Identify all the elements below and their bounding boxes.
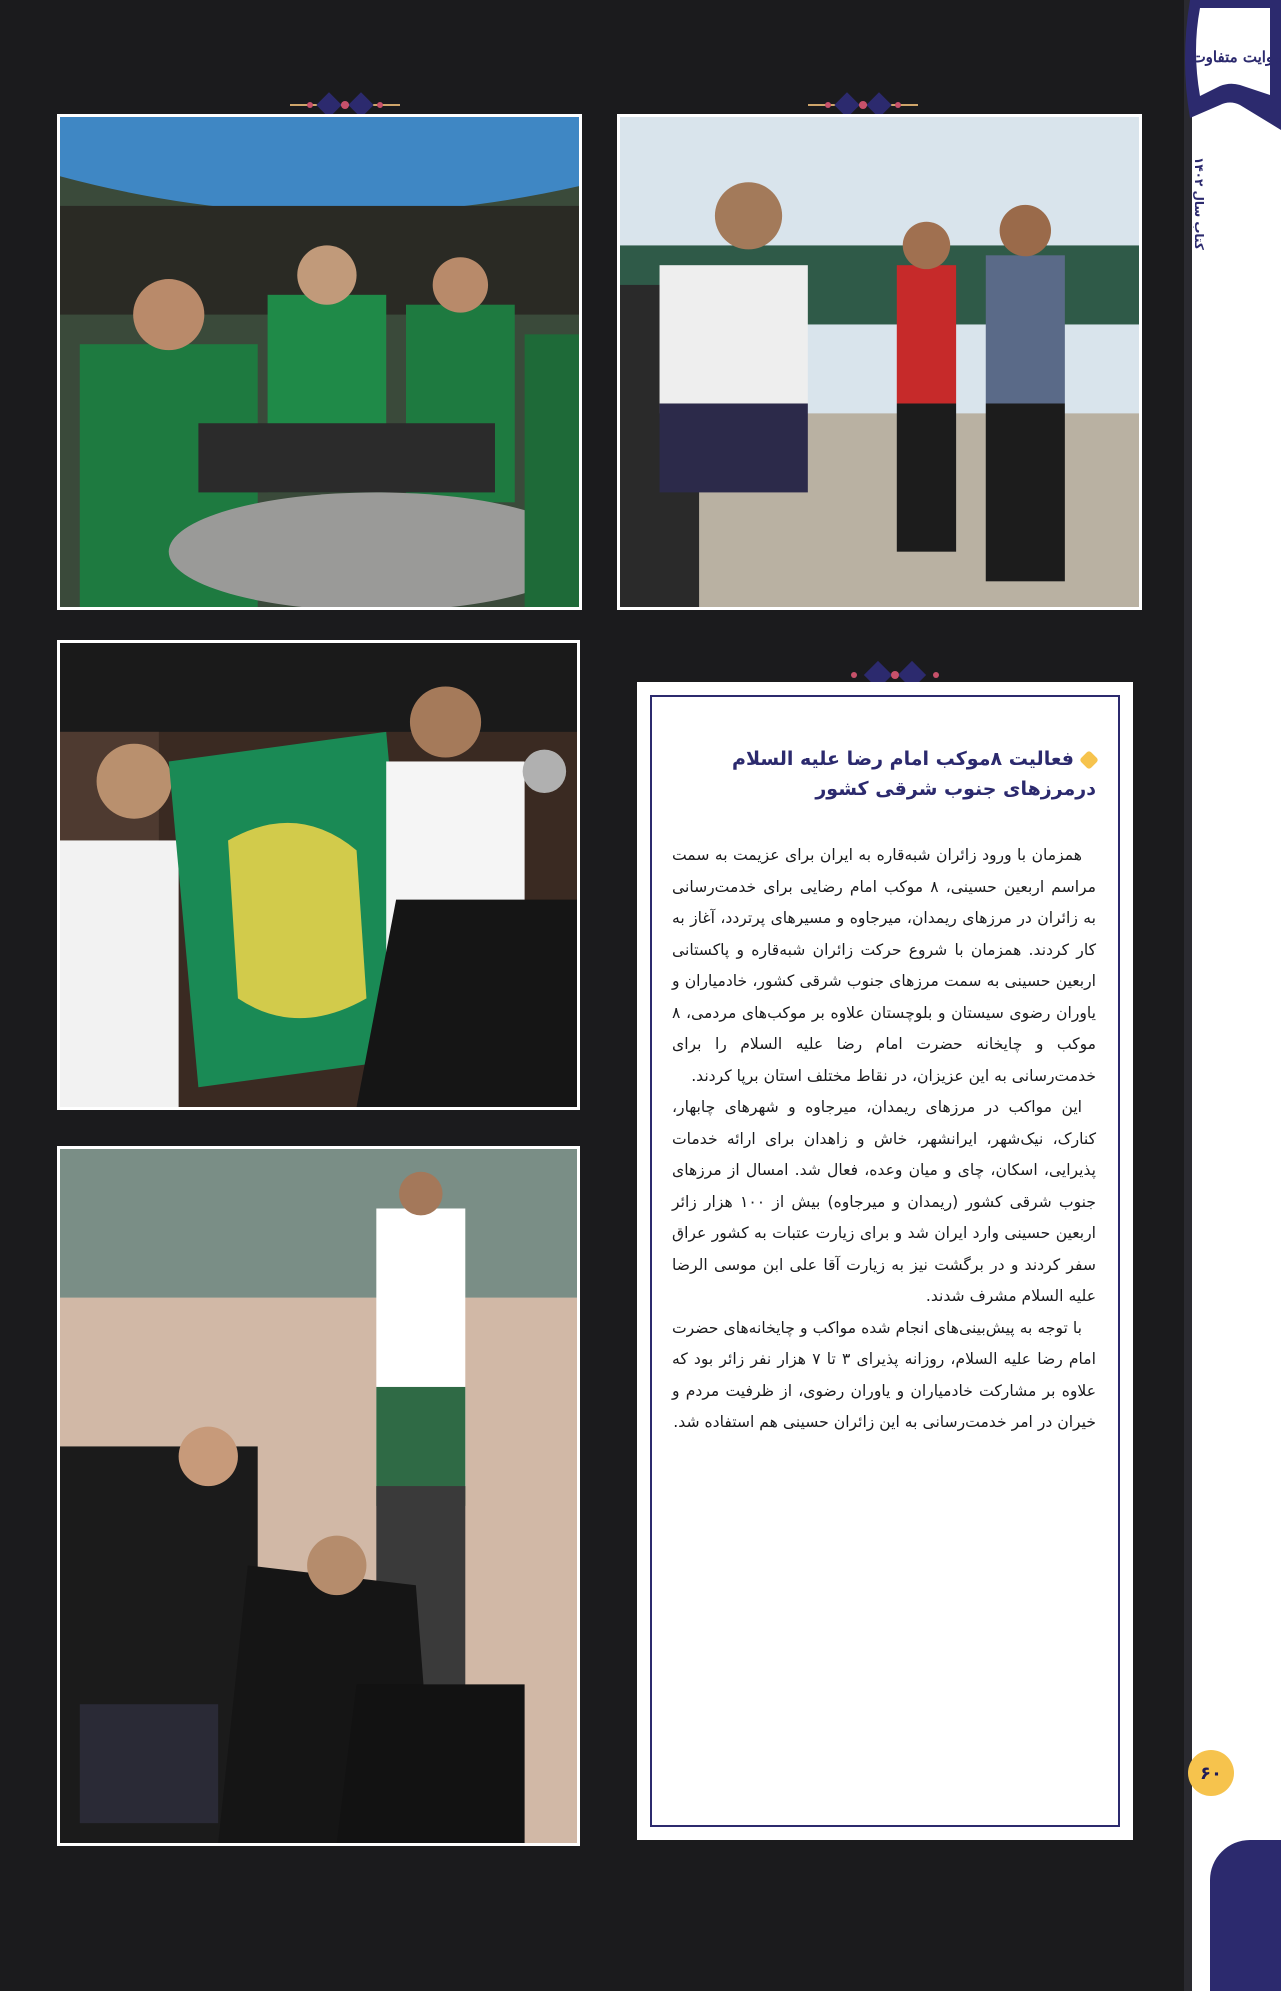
title-bullet-icon	[1079, 750, 1099, 770]
photo-volunteer-street	[617, 114, 1142, 610]
photo-food-serving	[57, 114, 582, 610]
book-logo-icon	[1170, 0, 1281, 130]
article-title-text: فعالیت ۸موکب امام رضا علیه السلام درمرزهای جنوب شرقی کشور	[732, 748, 1096, 800]
article-title	[676, 744, 1096, 804]
corner-decoration	[1210, 1840, 1281, 1991]
book-year-label: کتاب سال ۱۴۰۲	[1192, 157, 1206, 250]
photo-shrine-flag	[57, 640, 580, 1110]
article-paragraph: همزمان با ورود زائران شبه‌قاره به ایران برای عزیمت به سمت مراسم اربعین حسینی، ۸ موکب امام رضایی برای خدمت‌رسانی به زائران در مرزهای ریمدان، میرجاوه و مسیرهای پرتردد، آغاز به کار کردند. همزمان با شروع حرکت زائران شبه‌قاره و پاکستانی اربعین حسینی به سمت مرزهای جنوب شرقی کشور، خادمیاران و یاوران رضوی سیستان و بلوچستان علاوه بر موکب‌های مردمی، ۸ موکب و چایخانه حضرت امام رضا علیه السلام را برای خدمت‌رسانی به این عزیزان، در نقاط مختلف استان برپا کردند.	[672, 846, 1096, 1085]
sidebar-band	[1188, 0, 1281, 1991]
page-number: ۶۰	[1188, 1750, 1234, 1796]
page-sidebar	[1188, 0, 1281, 1991]
photo-pilgrims-resting	[57, 1146, 580, 1846]
article-paragraph: با توجه به پیش‌بینی‌های انجام شده مواکب و چایخانه‌های حضرت امام رضا علیه السلام، روزانه پذیرای ۳ تا ۷ هزار نفر زائر بود که علاوه بر مشارکت خادمیاران و یاوران رضوی، از ظرفیت مردم و خیران در امر خدمت‌رسانی به این زائران حسینی هم استفاده شد.	[672, 1318, 1096, 1431]
article-body	[672, 840, 1096, 1439]
logo-text: روایت متفاوت	[1191, 48, 1281, 66]
sidebar-edge	[1184, 0, 1192, 1991]
article-paragraph: این مواکب در مرزهای ریمدان، میرجاوه و شهرهای چابهار، کنارک، نیک‌شهر، ایرانشهر، خاش و زاهدان برای ارائه خدمات پذیرایی، اسکان، چای و میان وعده، فعال شد. امسال از مرزهای جنوب شرقی کشور (ریمدان و میرجاوه) بیش از ۱۰۰ هزار زائر اربعین حسینی وارد ایران شد و برای زیارت عتبات به کشور عراق سفر کردند و در برگشت نیز به زیارت آقا علی ابن موسی الرضا علیه السلام مشرف شدند.	[672, 1098, 1097, 1305]
